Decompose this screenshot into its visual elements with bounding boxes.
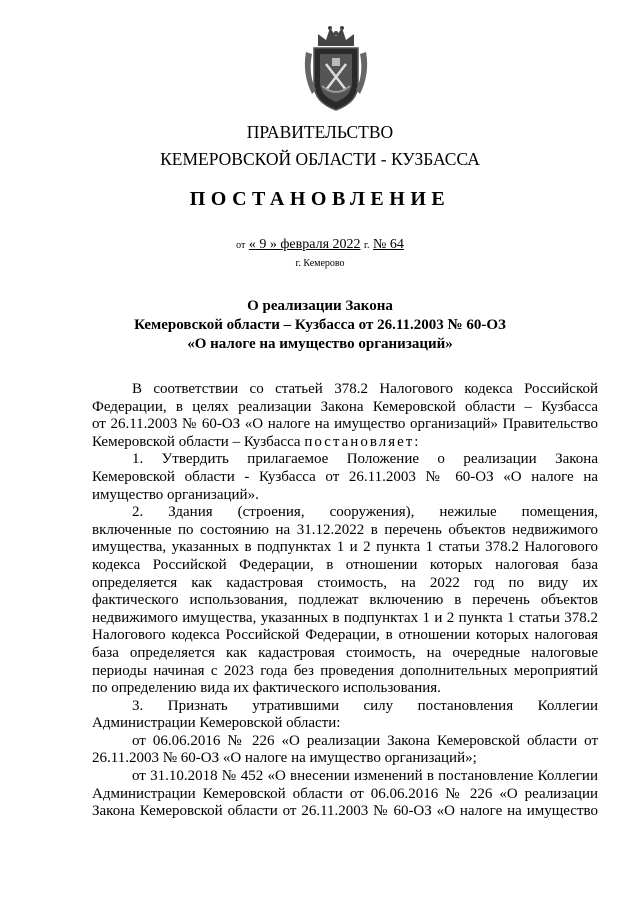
body-line: Закона Кемеровской области от 26.11.2003 № 60-ОЗ «О налоге на имущество [92,803,598,820]
body-line: Кемеровской области – Кузбасса постановляет: [92,433,421,450]
coat-of-arms-icon [296,24,376,114]
body-line: включенные по состоянию на 31.12.2022 в перечень объектов недвижимого [92,521,598,538]
body-line: 2. Здания (строения, сооружения), нежилые помещения, [132,504,598,521]
date-month-year: февраля 2022 [280,237,361,252]
body-line: Администрации Кемеровской области: [92,715,341,732]
body-line: имущества, указанных в подпунктах 1 и 2 пункта 1 статьи 378.2 Налогового [92,539,598,556]
number-sign: № [373,237,387,252]
body-line: периоды начиная с 2023 года без проведения дополнительных мероприятий [92,662,598,679]
body-line: база определяется как кадастровая стоимость, на очередные налоговые [92,644,598,661]
subject-line: Кемеровской области – Кузбасса от 26.11.2003 № 60-ОЗ [134,317,506,333]
document-date-number: от « 9 » февраля 2022 г. № 64 [236,237,404,252]
body-line: Кемеровской области - Кузбасса от 26.11.2003 № 60-ОЗ «О налоге на [92,468,598,485]
document-number: 64 [389,237,404,252]
document-body [92,381,598,821]
body-line: по определению вида их фактического использования. [92,680,441,697]
body-line: Федерации, в целях реализации Закона Кемеровской области – Кузбасса [92,398,598,415]
subject-line: «О налоге на имущество организаций» [187,336,453,352]
date-from-label: от [236,240,246,251]
body-line: от 26.11.2003 № 60-ОЗ «О налоге на имущество организаций» Правительство [92,416,598,433]
body-line: имущество организаций». [92,486,259,503]
body-line: определяется как кадастровая стоимость, на 2022 год по виду их [92,574,598,591]
subject-line: О реализации Закона [247,298,393,314]
government-name-line2: КЕМЕРОВСКОЙ ОБЛАСТИ - КУЗБАССА [160,149,480,169]
body-line: от 31.10.2018 № 452 «О внесении изменений в постановление Коллегии [132,768,598,785]
body-line: фактического использования, подлежат включению в перечень объектов [92,592,598,609]
body-line: 26.11.2003 № 60-ОЗ «О налоге на имущество организаций»; [92,750,477,767]
government-name-line1: ПРАВИТЕЛЬСТВО [246,122,394,142]
body-line: от 06.06.2016 № 226 «О реализации Закона Кемеровской области от [132,732,598,749]
body-line: Налогового кодекса Российской Федерации, в отношении которых налоговая [92,627,598,644]
date-day: 9 [259,237,267,252]
body-line: 1. Утвердить прилагаемое Положение о реализации Закона [132,451,598,468]
date-year-suffix: г. [364,240,370,251]
body-line: Администрации Кемеровской области от 06.06.2016 № 226 «О реализации [92,785,598,802]
body-line: В соответствии со статьей 378.2 Налогового кодекса Российской [132,381,598,397]
body-line: кодекса Российской Федерации, в отношении которых налоговая база [92,556,598,573]
document-city: г. Кемерово [295,258,345,269]
document-type-title: ПОСТАНОВЛЕНИЕ [189,188,451,210]
document-subject [0,297,640,354]
body-line: 3. Признать утратившими силу постановления Коллегии [132,697,598,714]
body-line: недвижимого имущества, указанных в подпунктах 1 и 2 пункта 1 статьи 378.2 [92,609,598,626]
resolution-word: постановляет: [304,433,421,450]
